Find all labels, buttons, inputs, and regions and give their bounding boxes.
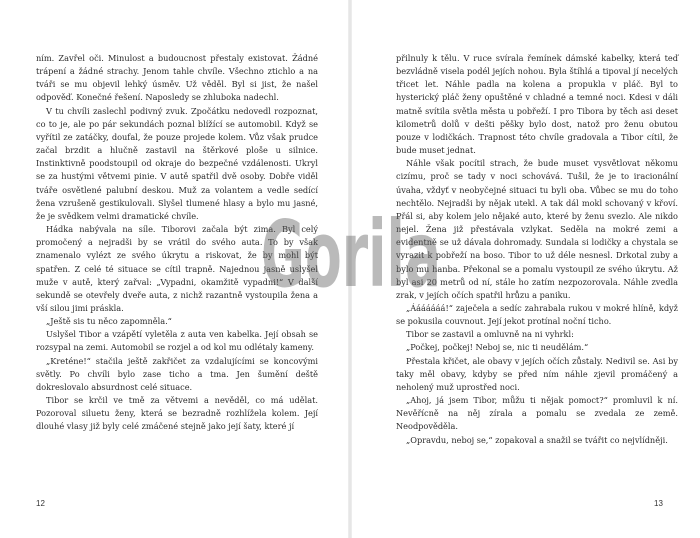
paragraph: „Opravdu, neboj se,“ zopakoval a snažil se tvářit co nejvlídněji.: [406, 434, 668, 445]
paragraph: Tibor se zastavil a omluvně na ni vyhrkl:: [406, 329, 574, 340]
paragraph: „Ahoj, já jsem Tibor, můžu ti nějak pomoct?“ promluvil k ní. Nevěřícně na něj zírala a pomalu se zvedala ze země. Neodpověděla.: [396, 395, 678, 432]
paragraph: Hádka nabývala na síle. Tiborovi začala být zima. Byl celý promočený a nejradši by se vrátil do svého auta. To by však znamenalo vylézt ze svého úkrytu a riskovat, že by mohl být spatřen. Z celé té situace se cítil trapně. Najednou jasně uslyšel muže v autě, který zařval: „Vypadni, okamžitě vypadni!“ V další sekundě se otevřely dveře auta, z nichž razantně vystoupila žena a vší silou jimi práskla.: [36, 224, 318, 313]
page-number-left: 12: [36, 499, 45, 508]
paragraph: přilnuly k tělu. V ruce svírala řemínek dámské kabelky, která teď bezvládně visela podél jejích nohou. Byla štíhlá a tipoval jí necelých třicet let. Náhle padla na kolena a propukla v pláč. Byl to hysterický pláč ženy opuštěné v chladné a temné noci. Kdesi v dáli matně svítila světla města u pobřeží. I pro Tibora by těch asi deset kilometrů dolů v dešti pěšky bylo dost, natož pro ženu obutou pouze v lodičkách. Trapnost této chvíle gradovala a Tibor cítil, že bude muset jednat.: [396, 53, 678, 156]
right-page: [396, 52, 678, 447]
paragraph: Náhle však pocítil strach, že bude muset vysvětlovat někomu cizímu, proč se tady v noci schovává. Tušil, že je to iracionální úvaha, vždyť v neobyčejné situaci tu byli oba. Vůbec se mu do toho nechtělo. Nejradši by nějak utekl. A tak dál mokl schovaný v křoví. Přál si, aby kolem jelo nějaké auto, které by ženu svezlo. Ale nikdo nejel. Žena již přestávala vzlykat. Seděla na mokré zemi a evidentně se už dávala dohromady. Sundala si lodičky a chystala se vyrazit k pobřeží na boso. Tibor to už déle nesnesl. Drkotal zuby a bylo mu hanba. Překonal se a pomalu vystoupil ze svého úkrytu. Až byl asi 20 metrů od ní, stále ho zatím nezpozorovala. Náhle zvedla zrak, v jejích očích spatřil hrůzu a paniku.: [396, 158, 678, 300]
paragraph: Přestala křičet, ale obavy v jejích očích zůstaly. Nedivil se. Asi by taky měl obavy, kdyby se před ním náhle zjevil promáčený a neholený muž uprostřed noci.: [396, 355, 678, 392]
watermark-text: Gorila: [261, 208, 441, 308]
paragraph: „Ještě sis tu něco zapomněla.“: [46, 316, 172, 327]
paragraph: „Ááááááá!“ zaječela a sedíc zahrabala rukou v mokré hlíně, když se pokusila couvnout. Její jekot protínal noční ticho.: [396, 302, 678, 327]
left-page: [36, 52, 318, 434]
page-number-right: 13: [654, 499, 663, 508]
paragraph: Tibor se krčil ve tmě za větvemi a nevěděl, co má udělat. Pozoroval siluetu ženy, která se bezradně rozhlížela kolem. Její dlouhé vlasy již byly celé zmáčené stejně jako její šaty, které jí: [36, 395, 318, 432]
paragraph: ním. Zavřel oči. Minulost a budoucnost přestaly existovat. Žádné trápení a žádné strachy. Jenom tahle chvíle. Všechno ztichlo a na tváři se mu objevil lehký úsměv. Už věděl. Byl si jist, že našel odpověď. Konečné řešení. Naposledy se zhluboka nadechl.: [36, 53, 318, 103]
paragraph: „Kreténe!“ stačila ještě zakřičet za vzdalujícími se koncovými světly. Po chvíli bylo zase ticho a tma. Jen šumění deště dokreslovalo absurdnost celé situace.: [36, 355, 318, 392]
paragraph: V tu chvíli zaslechl podivný zvuk. Zpočátku nedovedl rozpoznat, co to je, ale po pár sekundách poznal blížící se automobil. Když se vyřítil ze zatáčky, doufal, že pouze projede kolem. Vůz však prudce začal brzdit a hlučně zastavil na štěrkové ploše u silnice. Instinktivně poodstoupil od okraje do bezpečné vzdálenosti. Ukryl se za hustými větvemi pinie. V autě spatřil dvě osoby. Dobře viděl tváře osvětlené palubní deskou. Muž za volantem a vedle sedící žena vzrušeně gestikulovali. Slyšel tlumené hlasy a bylo mu jasné, že je svědkem velmi dramatické chvíle.: [36, 105, 318, 221]
paragraph: Uslyšel Tibor a vzápětí vyletěla z auta ven kabelka. Její obsah se rozsypal na zemi. Automobil se rozjel a od kol mu odlétaly kameny.: [36, 329, 318, 353]
paragraph: „Počkej, počkej! Neboj se, nic ti neudělám.“: [406, 342, 589, 353]
book-gutter: [348, 0, 352, 538]
